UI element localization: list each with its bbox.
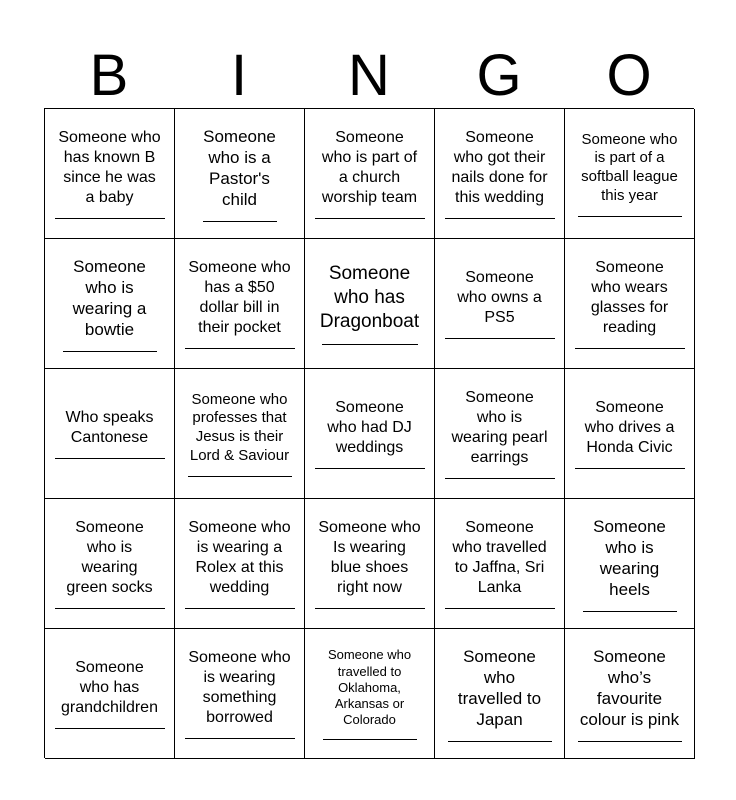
signature-line xyxy=(188,476,292,477)
signature-line xyxy=(583,611,677,612)
bingo-cell[interactable] xyxy=(175,369,305,499)
bingo-grid xyxy=(44,108,694,758)
bingo-cell[interactable] xyxy=(435,239,565,369)
cell-text: Someone who is wearing a Rolex at this wedding xyxy=(188,519,291,596)
signature-line xyxy=(315,468,425,469)
cell-text: Someone who is part of a softball league this year xyxy=(581,130,678,204)
header-letter-g: G xyxy=(476,43,522,108)
cell-text: Someone who drives a Honda Civic xyxy=(584,399,675,456)
signature-line xyxy=(575,468,685,469)
signature-line xyxy=(315,218,425,219)
signature-line xyxy=(448,741,552,742)
cell-text: Someone who is a Pastor's child xyxy=(203,126,276,210)
bingo-cell[interactable] xyxy=(175,239,305,369)
bingo-cell[interactable] xyxy=(45,499,175,629)
bingo-cell[interactable] xyxy=(305,239,435,369)
bingo-cell[interactable] xyxy=(565,629,695,759)
bingo-cell[interactable] xyxy=(565,369,695,499)
bingo-cell[interactable] xyxy=(565,109,695,239)
cell-text: Someone who had DJ weddings xyxy=(327,399,412,456)
bingo-cell[interactable] xyxy=(175,109,305,239)
cell-text: Someone who owns a PS5 xyxy=(457,269,542,326)
bingo-cell[interactable] xyxy=(435,499,565,629)
signature-line xyxy=(445,338,555,339)
signature-line xyxy=(578,216,682,217)
signature-line xyxy=(185,348,295,349)
signature-line xyxy=(203,221,277,222)
cell-text: Someone who Is wearing blue shoes right now xyxy=(318,519,421,596)
signature-line xyxy=(445,608,555,609)
bingo-cell[interactable] xyxy=(565,239,695,369)
header-letter-b: B xyxy=(89,43,129,108)
cell-text: Someone who got their nails done for this wedding xyxy=(451,129,548,206)
bingo-cell[interactable] xyxy=(175,629,305,759)
signature-line xyxy=(55,458,165,459)
signature-line xyxy=(323,739,417,740)
bingo-cell[interactable] xyxy=(45,239,175,369)
cell-text: Someone who is wearing green socks xyxy=(66,519,153,596)
bingo-cell[interactable] xyxy=(305,109,435,239)
bingo-header xyxy=(44,42,694,112)
header-letter-i: I xyxy=(230,43,248,108)
cell-text: Someone who travelled to Japan xyxy=(457,646,542,730)
bingo-cell[interactable] xyxy=(305,629,435,759)
cell-text: Someone who wears glasses for reading xyxy=(590,259,669,336)
signature-line xyxy=(185,738,295,739)
signature-line xyxy=(578,741,682,742)
signature-line xyxy=(63,351,157,352)
cell-text: Someone who’s favourite colour is pink xyxy=(579,646,680,730)
cell-text: Someone who has Dragonboat xyxy=(319,263,420,332)
cell-text: Someone who is wearing a bowtie xyxy=(72,256,147,340)
signature-line xyxy=(55,608,165,609)
bingo-cell[interactable] xyxy=(435,369,565,499)
cell-text: Someone who has a $50 dollar bill in their pocket xyxy=(188,259,291,336)
signature-line xyxy=(322,344,418,345)
bingo-cell[interactable] xyxy=(45,369,175,499)
cell-text: Someone who travelled to Oklahoma, Arkansas or Colorado xyxy=(327,647,412,728)
bingo-cell[interactable] xyxy=(565,499,695,629)
signature-line xyxy=(445,478,555,479)
bingo-cell[interactable] xyxy=(45,629,175,759)
cell-text: Someone who travelled to Jaffna, Sri Lanka xyxy=(452,519,547,596)
bingo-cell[interactable] xyxy=(175,499,305,629)
cell-text: Someone who is wearing something borrowed xyxy=(188,649,291,726)
bingo-cell[interactable] xyxy=(435,629,565,759)
signature-line xyxy=(315,608,425,609)
cell-text: Someone who has grandchildren xyxy=(61,659,158,716)
signature-line xyxy=(445,218,555,219)
bingo-cell[interactable] xyxy=(45,109,175,239)
bingo-cell[interactable] xyxy=(305,499,435,629)
signature-line xyxy=(55,218,165,219)
cell-text: Someone who is wearing heels xyxy=(593,516,666,600)
cell-text: Who speaks Cantonese xyxy=(65,409,154,446)
signature-line xyxy=(185,608,295,609)
signature-line xyxy=(55,728,165,729)
header-letter-n: N xyxy=(348,43,390,108)
bingo-cell[interactable] xyxy=(435,109,565,239)
signature-line xyxy=(575,348,685,349)
cell-text: Someone who has known B since he was a baby xyxy=(58,129,161,206)
cell-text: Someone who professes that Jesus is their Lord & Saviour xyxy=(189,390,290,464)
header-letter-o: O xyxy=(606,43,652,108)
cell-text: Someone who is part of a church worship team xyxy=(321,129,418,206)
bingo-cell[interactable] xyxy=(305,369,435,499)
cell-text: Someone who is wearing pearl earrings xyxy=(451,389,548,466)
